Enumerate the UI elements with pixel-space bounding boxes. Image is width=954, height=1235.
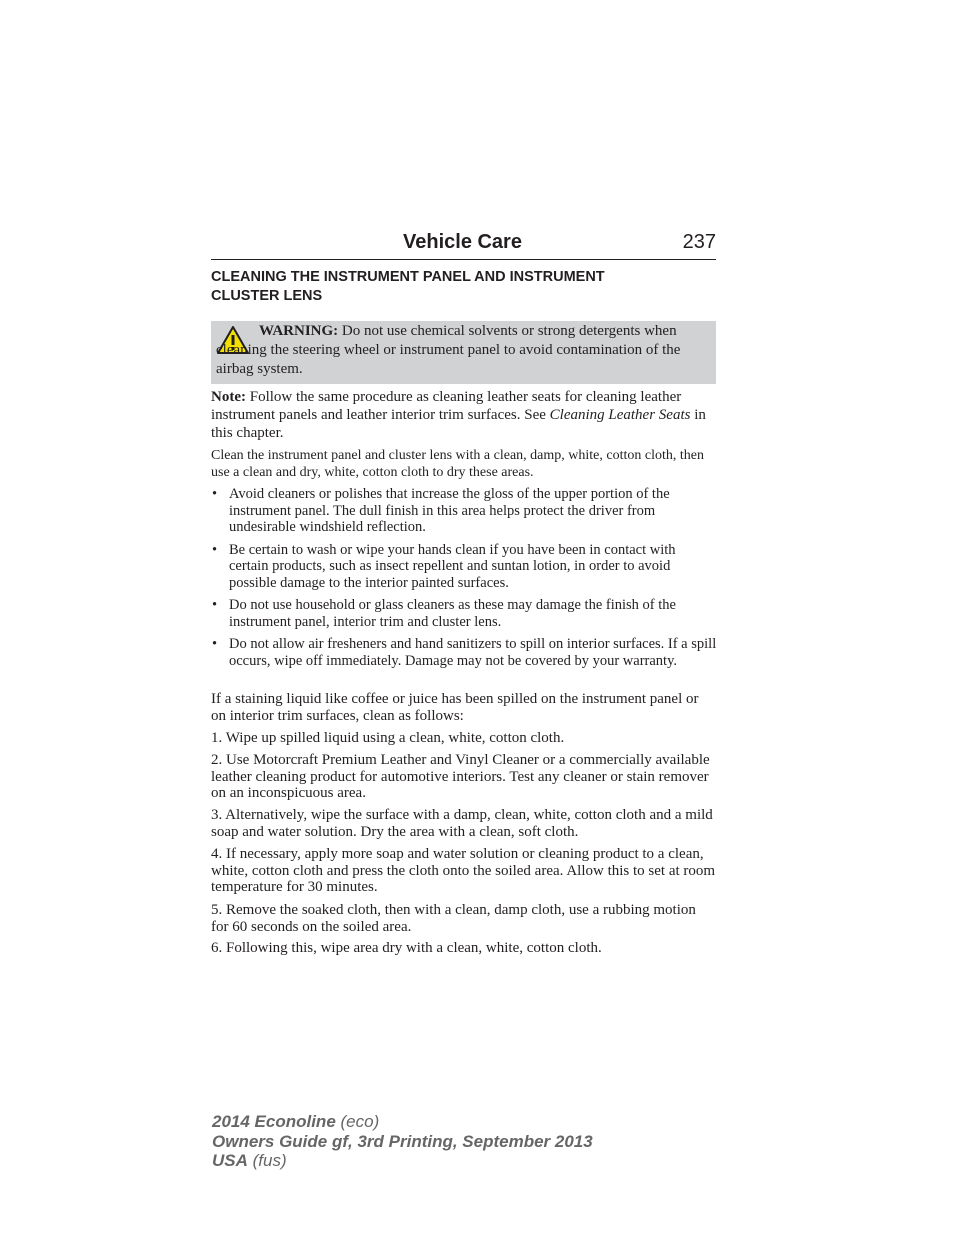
footer-region-code: (fus)	[247, 1151, 287, 1170]
section-heading-line2: CLUSTER LENS	[211, 288, 323, 304]
warning-box	[211, 321, 716, 384]
section-heading-line1: CLEANING THE INSTRUMENT PANEL AND INSTRUMENT	[211, 269, 605, 285]
list-item: • Be certain to wash or wipe your hands clean if you have been in contact with certain products, such as insect repellent and suntan lotion, in order to avoid possible damage to the interior painted surfaces.	[212, 541, 676, 591]
list-item-text: Do not allow air fresheners and hand sanitizers to spill on interior surfaces. If a spill occurs, wipe off immediately. Damage may not be covered by your warranty.	[229, 636, 717, 669]
page-number: 237	[682, 231, 716, 253]
list-item-text: Avoid cleaners or polishes that increase the gloss of the upper portion of the instrument panel. The dull finish in this area helps protect the driver from undesirable windshield reflection.	[229, 486, 670, 535]
step-6: 6. Following this, wipe area dry with a clean, white, cotton cloth.	[211, 940, 602, 956]
list-item-text: Do not use household or glass cleaners as these may damage the finish of the instrument panel, interior trim and cluster lens.	[229, 597, 676, 630]
step-2: 2. Use Motorcraft Premium Leather and Vinyl Cleaner or a commercially available leather cleaning product for automotive interiors. Test any cleaner or stain remover on an inconspicuous area.	[211, 752, 710, 801]
footer-region: USA	[212, 1151, 248, 1170]
list-item: • Avoid cleaners or polishes that increase the gloss of the upper portion of the instrument panel. The dull finish in this area helps protect the driver from undesirable windshield reflection.	[212, 486, 670, 535]
footer-model-code: (eco)	[335, 1112, 380, 1131]
step-5: 5. Remove the soaked cloth, then with a clean, damp cloth, use a rubbing motion for 60 seconds on the soiled area.	[211, 902, 696, 935]
note-text-before: Follow the same procedure as cleaning leather seats for cleaning leather instrument panels and leather interior trim surfaces. See	[211, 389, 682, 423]
staining-intro: If a staining liquid like coffee or juice has been spilled on the instrument panel or on interior trim surfaces, clean as follows:	[211, 691, 699, 724]
note-text-after: in this chapter.	[211, 407, 706, 441]
footer-guide-line	[212, 1132, 593, 1152]
footer-model: 2014 Econoline	[212, 1112, 336, 1131]
footer-model-line	[212, 1112, 593, 1132]
list-item: • Do not use household or glass cleaners as these may damage the finish of the instrument panel, interior trim and cluster lens.	[212, 597, 676, 630]
footer-guide: Owners Guide gf, 3rd Printing, September 2013	[212, 1131, 593, 1151]
note-label: Note:	[211, 389, 246, 405]
warning-label: WARNING:	[259, 323, 339, 339]
intro-paragraph: Clean the instrument panel and cluster lens with a clean, damp, white, cotton cloth, then use a clean and dry, white, cotton cloth to dry these areas.	[211, 448, 704, 480]
note-paragraph	[211, 388, 717, 442]
page-header	[211, 230, 716, 260]
cleaning-tips-list	[211, 486, 717, 675]
list-item-text: Be certain to wash or wipe your hands clean if you have been in contact with certain products, such as insect repellent and suntan lotion, in order to avoid possible damage to the interior painted surfaces.	[229, 541, 676, 591]
step-3: 3. Alternatively, wipe the surface with a damp, clean, white, cotton cloth and a mild soap and water solution. Dry the area with a clean, soft cloth.	[211, 807, 713, 840]
section-heading	[211, 268, 716, 306]
list-item: • Do not allow air fresheners and hand sanitizers to spill on interior surfaces. If a spill occurs, wipe off immediately. Damage may not be covered by your warranty.	[212, 636, 717, 669]
cross-reference-link: Cleaning Leather Seats	[549, 407, 691, 423]
step-4: 4. If necessary, apply more soap and water solution or cleaning product to a clean, white, cotton cloth and press the cloth onto the soiled area. Allow this to set at room temperature for 30 minutes.	[211, 846, 716, 895]
chapter-title: Vehicle Care	[403, 231, 522, 253]
step-1: 1. Wipe up spilled liquid using a clean, white, cotton cloth.	[211, 730, 565, 746]
warning-body: Do not use chemical solvents or strong detergents when cleaning the steering wheel or instrument panel to avoid contamination of the airbag system.	[216, 323, 681, 377]
footer-region-line	[212, 1151, 593, 1171]
page-footer	[212, 1112, 593, 1171]
warning-text	[216, 322, 708, 379]
